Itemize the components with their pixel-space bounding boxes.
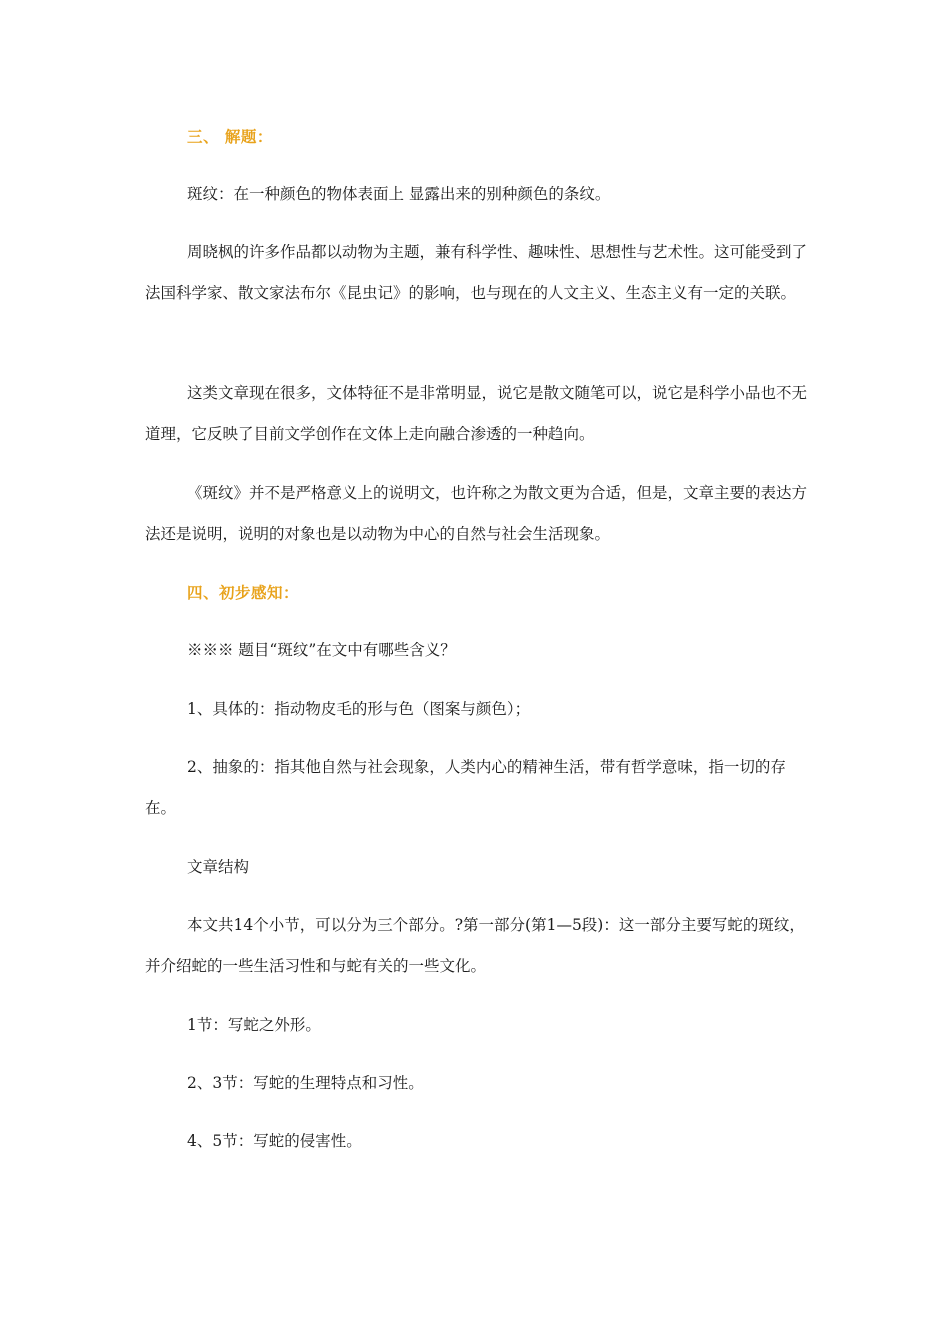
paragraph-definition: 斑纹：在一种颜色的物体表面上 显露出来的别种颜色的条纹。	[187, 185, 611, 203]
answer-abstract: 2、抽象的：指其他自然与社会现象，人类内心的精神生活，带有哲学意味，指一切的存在。	[145, 758, 786, 817]
paragraph-structure: 本文共14个小节，可以分为三个部分。?第一部分(第1—5段)：这一部分主要写蛇的斑纹，并介绍蛇的一些生活习性和与蛇有关的一些文化。	[145, 916, 805, 975]
paragraph-method: 《斑纹》并不是严格意义上的说明文，也许称之为散文更为合适，但是，文章主要的表达方法还是说明，说明的对象也是以动物为中心的自然与社会生活现象。	[145, 484, 808, 543]
answer-concrete: 1、具体的：指动物皮毛的形与色（图案与颜色）；	[187, 700, 531, 718]
subheading-structure: 文章结构	[187, 858, 250, 876]
list-item-section-1: 1节：写蛇之外形。	[187, 1016, 321, 1034]
question-line: ※※※ 题目“斑纹”在文中有哪些含义？	[187, 641, 456, 659]
section-heading-ganzhi: 四、初步感知：	[187, 583, 300, 602]
paragraph-author: 周晓枫的许多作品都以动物为主题，兼有科学性、趣味性、思想性与艺术性。这可能受到了法国科学家、散文家法布尔《昆虫记》的影响，也与现在的人文主义、生态主义有一定的关联。	[145, 243, 808, 302]
list-item-section-2-3: 2、3节：写蛇的生理特点和习性。	[187, 1074, 424, 1092]
section-heading-jieti: 三、 解题：	[187, 127, 273, 146]
list-item-section-4-5: 4、5节：写蛇的侵害性。	[187, 1132, 362, 1150]
paragraph-genre: 这类文章现在很多，文体特征不是非常明显，说它是散文随笔可以，说它是科学小品也不无道理，它反映了目前文学创作在文体上走向融合渗透的一种趋向。	[145, 384, 808, 443]
